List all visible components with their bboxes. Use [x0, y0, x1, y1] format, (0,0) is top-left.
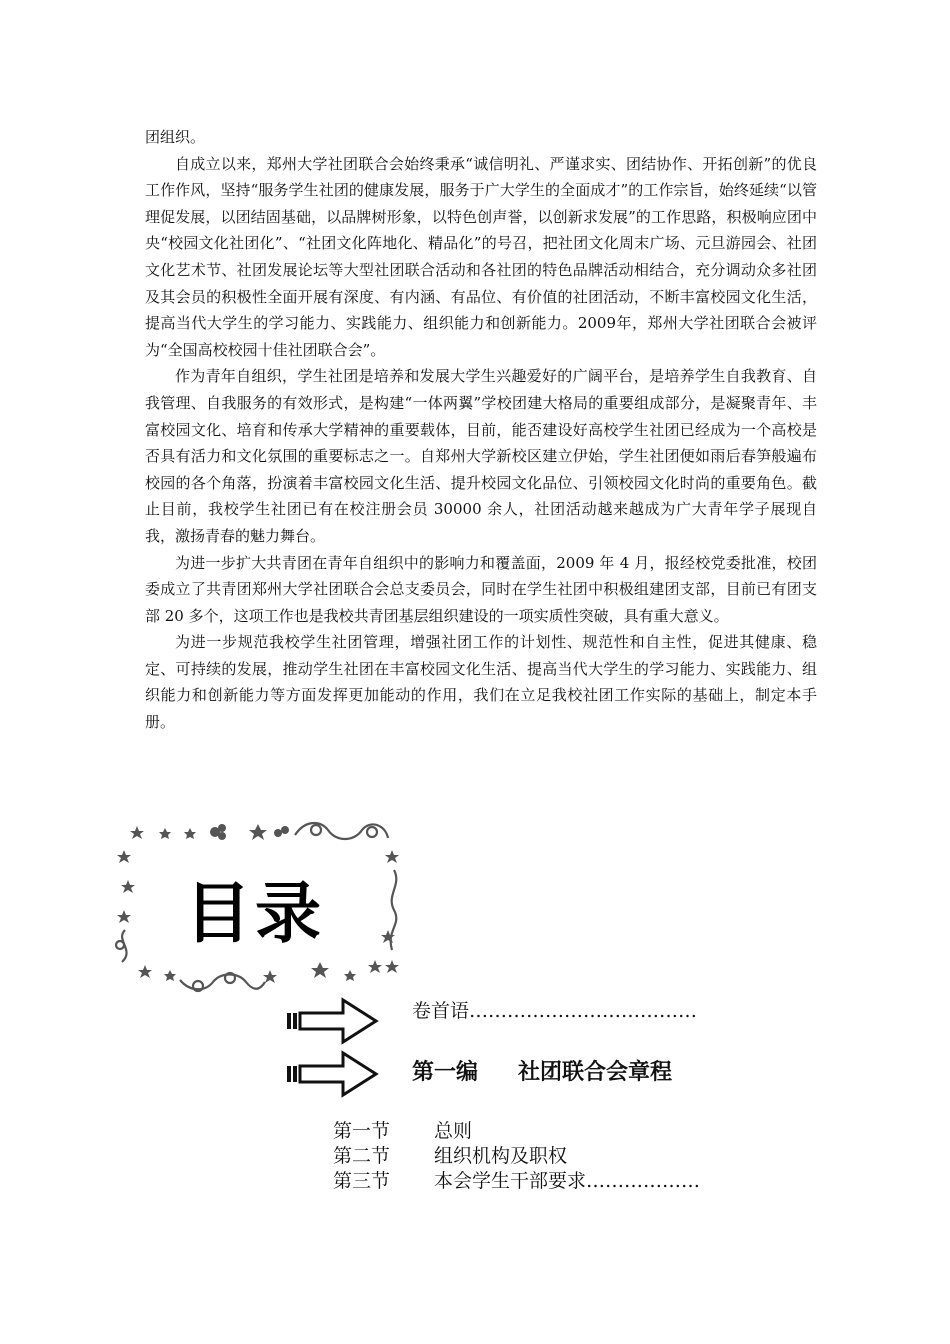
- section-number: 第二节: [333, 1145, 391, 1167]
- toc-title: 目录: [185, 875, 325, 952]
- paragraph-4: 为进一步扩大共青团在青年自组织中的影响力和覆盖面，2009 年 4 月，报经校党委批准，校团委成立了共青团郑州大学社团联合会总支委员会，同时在学生社团中积极组建团支部，目前已有团支部 20 多个，这项工作也是我校共青团基层组织建设的一项实质性突破，具有重大意义。: [145, 553, 817, 625]
- toc-preface[interactable]: 卷首语………………………………: [412, 1000, 698, 1022]
- section-number: 第一节: [333, 1120, 391, 1142]
- toc-section-3[interactable]: [333, 1169, 700, 1194]
- part-number: 第一编: [412, 1059, 479, 1085]
- section-title: 总则: [434, 1120, 473, 1142]
- part-title: 社团联合会章程: [518, 1059, 673, 1085]
- outline-right-arrow-icon: [285, 1050, 380, 1098]
- paragraph-1: 团组织。: [145, 128, 206, 146]
- toc-sections: [333, 1119, 700, 1194]
- section-title: 本会学生干部要求………………: [434, 1170, 701, 1192]
- paragraph-3: 作为青年自组织，学生社团是培养和发展大学生兴趣爱好的广阔平台，是培养学生自我教育、自我管理、自我服务的有效形式，是构建“一体两翼”学校团建大格局的重要组成部分，是凝聚青年、丰富校园文化、培育和传承大学精神的重要载体，目前，能否建设好高校学生社团已经成为一个高校是否具有活力和文化氛围的重要标志之一。自郑州大学新校区建立伊始，学生社团便如雨后春笋般遍布校园的各个角落，扮演着丰富校园文化生活、提升校园文化品位、引领校园文化时尚的重要角色。截止目前，我校学生社团已有在校注册会员 30000 余人，社团活动越来越成为广大青年学子展现自我，激扬青春的魅力舞台。: [145, 367, 817, 545]
- toc-section-1[interactable]: [333, 1119, 700, 1144]
- toc-title-frame: [110, 820, 410, 1000]
- paragraph-2: 自成立以来，郑州大学社团联合会始终秉承“诚信明礼、严谨求实、团结协作、开拓创新”的优良工作作风，坚持“服务学生社团的健康发展，服务于广大学生的全面成才”的工作宗旨，始终延续“以管理促发展，以团结固基础，以品牌树形象，以特色创声誉，以创新求发展”的工作思路，积极响应团中央“校园文化社团化”、“社团文化阵地化、精品化”的号召，把社团文化周末广场、元旦游园会、社团文化艺术节、社团发展论坛等大型社团联合活动和各社团的特色品牌活动相结合，充分调动众多社团及其会员的积极性全面开展有深度、有内涵、有品位、有价值的社团活动，不断丰富校园文化生活，提高当代大学生的学习能力、实践能力、组织能力和创新能力。2009年，郑州大学社团联合会被评为“全国高校校园十佳社团联合会”。: [145, 154, 817, 359]
- section-title: 组织机构及职权: [434, 1145, 568, 1167]
- outline-right-arrow-icon: [285, 997, 380, 1045]
- preface-body: [145, 124, 817, 736]
- toc-section-2[interactable]: [333, 1144, 700, 1169]
- paragraph-5: 为进一步规范我校学生社团管理，增强社团工作的计划性、规范性和自主性，促进其健康、稳定、可持续的发展，推动学生社团在丰富校园文化生活、提高当代大学生的学习能力、实践能力、组织能力和创新能力等方面发挥更加能动的作用，我们在立足我校社团工作实际的基础上，制定本手册。: [145, 633, 817, 732]
- section-number: 第三节: [333, 1170, 391, 1192]
- toc-part-1[interactable]: [412, 1055, 672, 1086]
